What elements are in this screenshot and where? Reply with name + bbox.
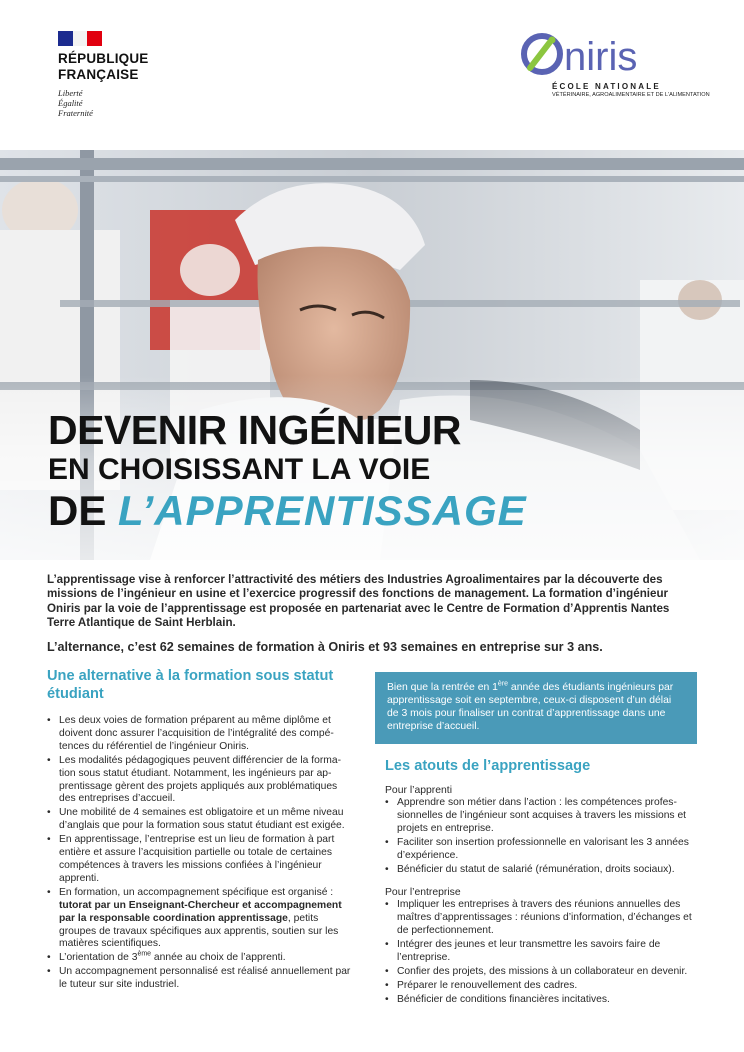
- list-item-text: Les deux voies de formation préparent au même diplôme et doivent donc assurer l’acquisition de l’intégralité des compétences du référentiel de l’ingénieur Oniris.: [59, 715, 334, 752]
- superscript: ère: [497, 680, 509, 688]
- title-line-3-accent: L’APPRENTISSAGE: [118, 487, 527, 534]
- list-item: [47, 715, 352, 754]
- gov-name-line1: RÉPUBLIQUE: [58, 51, 149, 66]
- motto-liberte: Liberté: [58, 88, 83, 98]
- superscript: ème: [137, 950, 152, 958]
- bullet-icon: •: [47, 834, 51, 846]
- bullet-icon: •: [47, 966, 51, 978]
- callout-text: Bien que la rentrée en 1: [387, 682, 498, 693]
- list-item-bold-text: tutorat par un Enseignant-Chercheur et accompagnement par la responsable coordination apprentissage: [59, 899, 342, 924]
- list-item: [385, 864, 700, 877]
- entreprise-subheading: Pour l’entreprise: [385, 887, 461, 899]
- list-item: [385, 939, 700, 965]
- apprenti-subheading: Pour l’apprenti: [385, 785, 453, 796]
- callout-text-end: année des étudiants ingénieurs par apprentissage soit en septembre, ceux-ci disposent d’un délai de 3 mois pour finaliser un contrat d’apprentissage dans une entreprise d’accueil.: [387, 682, 674, 732]
- alternative-section: [47, 667, 352, 993]
- bullet-icon: •: [47, 754, 51, 766]
- atouts-section-title: Les atouts de l’apprentissage: [385, 758, 591, 774]
- bullet-icon: •: [47, 886, 51, 898]
- bullet-icon: •: [385, 993, 389, 1005]
- bullet-icon: •: [47, 952, 51, 964]
- list-item-text: Confier des projets, des missions à un collaborateur en devenir.: [397, 965, 688, 977]
- list-item: [385, 966, 700, 979]
- motto-fraternite: Fraternité: [58, 108, 93, 118]
- bullet-icon: •: [385, 836, 389, 848]
- list-item: [385, 797, 700, 836]
- intro-paragraph: L’apprentissage vise à renforcer l’attractivité des métiers des Industries Agroalimentaires par la découverte des missions de l’ingénieur en usine et l’exercice progressif des fonctions de management. La formation d’ingénieur Oniris par la voie de l’apprentissage est proposée en partenariat avec le Centre de Formation d’Apprentis Nantes Terre Atlantique de Saint Herblain.: [47, 573, 670, 629]
- bullet-icon: •: [385, 979, 389, 991]
- apprenti-bullet-list: [385, 797, 700, 876]
- title-line-3: [48, 488, 527, 534]
- list-item: [385, 899, 700, 938]
- list-item-text: Apprendre son métier dans l’action : les compétences professionnelles de l’ingénieur sont acquises à travers les missions et projets en entreprise.: [397, 797, 687, 834]
- alternative-title-line-1: Une alternative à la formation sous statut: [47, 668, 334, 684]
- list-item-text: En formation, un accompagnement spécifique est organisé :: [59, 886, 334, 898]
- republique-francaise-logo: [58, 31, 178, 118]
- list-item: [47, 887, 352, 952]
- list-item-text: Impliquer les entreprises à travers des réunions annuelles des maîtres d’apprentissages : réunions d’information, d’échanges et de perfectionnement.: [397, 899, 692, 937]
- list-item-text-end: année au choix de l’apprenti.: [151, 952, 286, 964]
- list-item-text: Un accompagnement personnalisé est réalisé annuellement par le tuteur sur site industriel.: [59, 966, 351, 991]
- list-item: [47, 952, 352, 965]
- oniris-logo: [520, 30, 710, 102]
- list-item: [47, 755, 352, 807]
- atouts-section: [385, 757, 700, 1008]
- list-item: [385, 837, 700, 863]
- alternative-title-line-2: étudiant: [47, 686, 104, 702]
- bullet-icon: •: [47, 807, 51, 819]
- gov-motto: [58, 88, 178, 118]
- list-item-text: Bénéficier du statut de salarié (rémunération, droits sociaux).: [397, 863, 675, 875]
- bullet-icon: •: [385, 939, 389, 951]
- entreprise-bullet-list: [385, 899, 700, 1006]
- list-item-text: Une mobilité de 4 semaines est obligatoire et un même niveau d’anglais que pour la formation sous statut étudiant est exigée.: [59, 807, 345, 832]
- list-item-text: Bénéficier de conditions financières incitatives.: [397, 993, 610, 1005]
- page-title: [48, 408, 527, 534]
- bullet-icon: •: [385, 899, 389, 911]
- oniris-subtitle-2: VÉTÉRINAIRE, AGROALIMENTAIRE ET DE L'ALIMENTATION: [552, 92, 710, 98]
- list-item: [47, 966, 352, 992]
- list-item-text: L’orientation de 3: [59, 952, 138, 964]
- bullet-icon: •: [385, 797, 389, 808]
- list-item-text: Les modalités pédagogiques peuvent différencier de la formation sous statut étudiant. Notamment, les ingénieurs par apprentissage gèrent des projets appliqués aux problématiques des entreprises d’accueil.: [59, 754, 342, 805]
- motto-egalite: Égalité: [58, 98, 83, 108]
- bullet-icon: •: [385, 965, 389, 977]
- rentree-callout: [375, 672, 697, 744]
- title-line-3-plain: DE: [48, 487, 107, 534]
- list-item: [385, 980, 700, 993]
- list-item: [47, 834, 352, 886]
- oniris-wordmark-icon: [520, 30, 690, 80]
- oniris-name: niris: [564, 35, 638, 79]
- list-item-text: Préparer le renouvellement des cadres.: [397, 979, 578, 991]
- oniris-subtitle-1: ÉCOLE NATIONALE: [552, 82, 661, 91]
- bullet-icon: •: [385, 863, 389, 875]
- title-line-1: DEVENIR INGÉNIEUR: [48, 407, 461, 453]
- list-item-text-end: , petits groupes de travaux spécifiques aux apprentis, soutien sur les matières scientifiques.: [59, 912, 339, 950]
- title-line-2: EN CHOISISSANT LA VOIE: [48, 453, 431, 486]
- bullet-icon: •: [47, 715, 51, 726]
- list-item-text: Intégrer des jeunes et leur transmettre les savoirs faire de l’entreprise.: [397, 939, 661, 964]
- hero-banner: [0, 150, 744, 560]
- alternative-section-title: [47, 667, 352, 703]
- list-item-text: Faciliter son insertion professionnelle en valorisant les 3 années d’expérience.: [397, 836, 689, 861]
- alternative-bullet-list: [47, 715, 352, 992]
- list-item: [47, 807, 352, 833]
- gov-name-line2: FRANÇAISE: [58, 67, 139, 82]
- marianne-flag-icon: [58, 31, 102, 46]
- list-item: [385, 994, 700, 1007]
- list-item-text: En apprentissage, l’entreprise est un lieu de formation à part entière et assure l’acquisition partielle ou totale de certaines compétences à travers les missions confiées à l’ingénieur apprenti.: [59, 834, 335, 884]
- alternance-statement: L’alternance, c’est 62 semaines de formation à Oniris et 93 semaines en entreprise sur 3 ans.: [47, 640, 603, 654]
